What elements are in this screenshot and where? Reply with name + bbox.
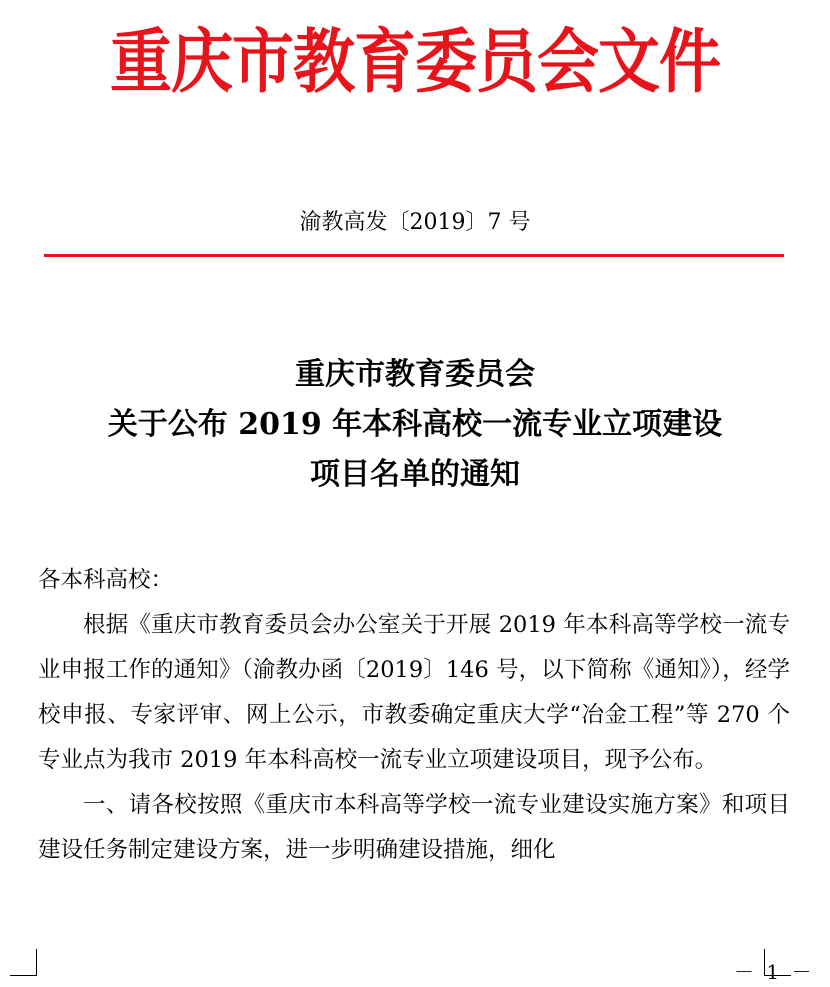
red-divider-line (44, 254, 784, 257)
salutation: 各本科高校： (38, 567, 174, 593)
document-number: 渝教高发〔2019〕7 号 (299, 210, 531, 235)
notice-title (0, 350, 830, 500)
notice-title-line: 重庆市教育委员会 (295, 357, 535, 392)
body-paragraph: 一、请各校按照《重庆市本科高等学校一流专业建设实施方案》和项目建设任务制定建设方案，进一步明确建设措施，细化 (38, 792, 790, 863)
notice-title-line: 项目名单的通知 (310, 457, 520, 492)
page-number: － 1 － (734, 960, 815, 984)
document-body (38, 558, 790, 873)
notice-title-line: 关于公布 2019 年本科高校一流专业立项建设 (107, 407, 723, 442)
crop-mark-left (10, 949, 37, 976)
issuing-authority-header: 重庆市教育委员会文件 (109, 20, 720, 103)
body-paragraph: 根据《重庆市教育委员会办公室关于开展 2019 年本科高等学校一流专业申报工作的通知》（渝教办函〔2019〕146 号，以下简称《通知》），经学校申报、专家评审、网上公示，市教委确定重庆大学“冶金工程”等 270 个专业点为我市 2019 年本科高校一流专业立项建设项目，现予公布。 (38, 612, 790, 773)
